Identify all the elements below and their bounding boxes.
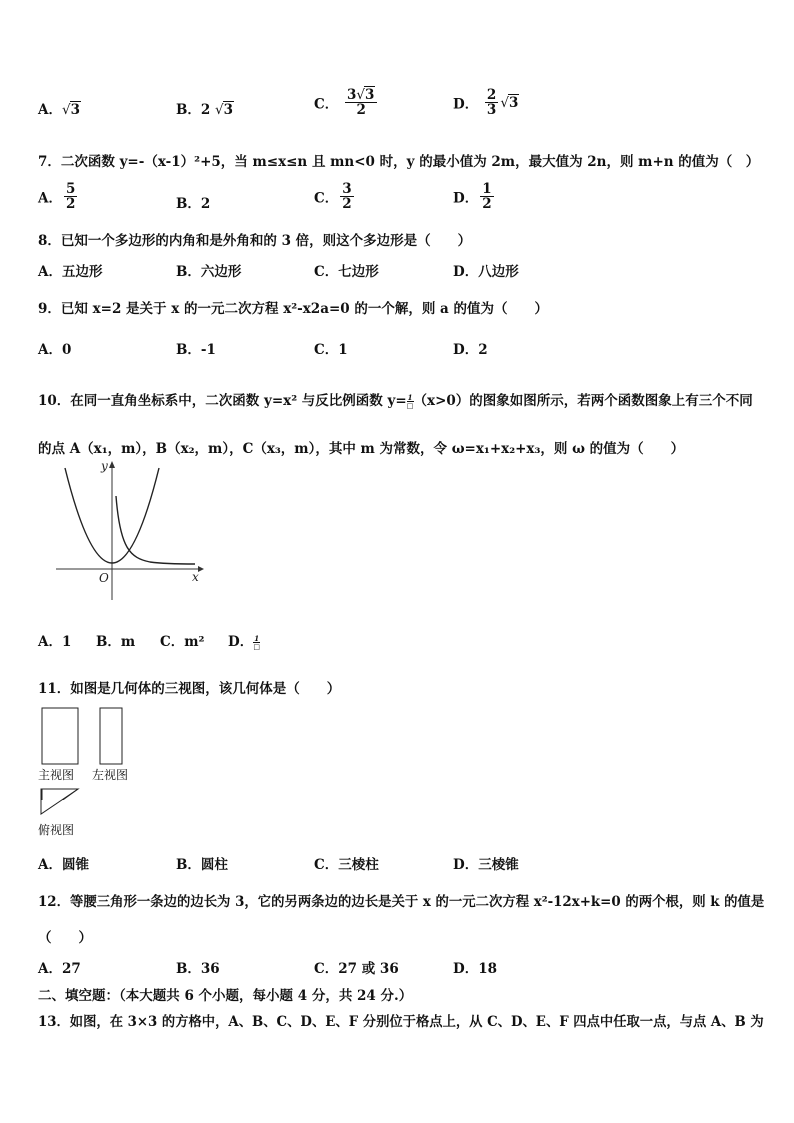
q11-option-a: A．圆锥 <box>38 857 89 873</box>
q7-option-b: B．2 <box>176 196 211 212</box>
left-view-rect <box>100 708 122 764</box>
q11-option-d: D．三棱锥 <box>453 857 519 873</box>
q11-option-b: B．圆柱 <box>176 857 228 873</box>
q11-option-c: C．三棱柱 <box>314 857 379 873</box>
q8-option-b: B．六边形 <box>176 264 242 280</box>
q7-option-d: D． $\frac{1}{2}$ <box>453 181 492 213</box>
graph-y-label: y <box>101 459 108 473</box>
q9-option-d: D．2 <box>453 342 488 358</box>
q12-option-c: C．27 或 36 <box>314 961 399 977</box>
q12-option-d: D．18 <box>453 961 497 977</box>
q11-three-views <box>38 705 138 800</box>
x-axis-arrow-icon <box>198 566 204 572</box>
y-axis-arrow-icon <box>109 461 115 468</box>
q10-option-b: B．m <box>96 634 136 650</box>
section-2-heading: 二、填空题：（本大题共 6 个小题，每小题 4 分，共 24 分.） <box>38 988 413 1004</box>
q7-stem: 7．二次函数 y=-（x-1）²+5，当 m≤x≤n 且 mn<0 时，y 的最小值为 2m，最大值为 2n，则 m+n 的值为（ ） <box>38 154 760 170</box>
q9-option-c: C．1 <box>314 342 348 358</box>
q10-option-d: D． 1 □ <box>228 634 260 651</box>
graph-origin-label: O <box>99 571 109 585</box>
hyperbola-curve <box>116 496 195 564</box>
front-view-rect <box>42 708 78 764</box>
left-view-label: 左视图 <box>92 768 129 782</box>
q9-option-a: A．0 <box>38 342 72 358</box>
q10-stem-line2: 的点 A（x₁，m），B（x₂，m），C（x₃，m），其中 m 为常数，令 ω=x₁+x₂+x₃，则 ω 的值为（ ） <box>38 441 685 457</box>
q8-option-d: D．八边形 <box>453 264 519 280</box>
q8-option-a: A．五边形 <box>38 264 103 280</box>
q12-stem-line2: （ ） <box>38 930 92 946</box>
q7-option-a: A． $\frac{5}{2}$ <box>38 181 76 213</box>
top-view-label: 俯视图 <box>38 823 75 837</box>
q7-option-c: C． $\frac{3}{2}$ <box>314 181 352 213</box>
top-view-shape <box>38 787 88 817</box>
q12-stem-line1: 12．等腰三角形一条边的边长为 3，它的另两条边的边长是关于 x 的一元二次方程 x²-12x+k=0 的两个根，则 k 的值是 <box>38 894 765 910</box>
q13-stem: 13．如图，在 3×3 的方格中，A、B、C、D、E、F 分别位于格点上，从 C、D、E、F 四点中任取一点，与点 A、B 为 <box>38 1014 764 1030</box>
q6-option-a: A．√3 <box>38 102 80 118</box>
q6-option-d: D． $\frac{2}{3}$ √3 <box>453 87 519 119</box>
q12-option-b: B．36 <box>176 961 220 977</box>
q10-stem-line1: 10．在同一直角坐标系中，二次函数 y=x² 与反比例函数 y= 1 □ （x>0）的图象如图所示，若两个函数图象上有三个不同 <box>38 393 753 410</box>
q11-stem: 11．如图是几何体的三视图，该几何体是（ ） <box>38 681 341 697</box>
q8-option-c: C．七边形 <box>314 264 379 280</box>
q9-option-b: B．-1 <box>176 342 216 358</box>
q12-option-a: A．27 <box>38 961 81 977</box>
front-view-label: 主视图 <box>38 768 75 782</box>
q10-function-graph <box>50 458 210 606</box>
q6-option-b: B．2 √3 <box>176 102 234 118</box>
q6-option-c: C． $\frac{3√3}{2}$ <box>314 88 379 117</box>
q8-stem: 8．已知一个多边形的内角和是外角和的 3 倍，则这个多边形是（ ） <box>38 233 472 249</box>
q10-option-c: C．m² <box>160 634 205 650</box>
q10-option-a: A．1 <box>38 634 72 650</box>
q9-stem: 9．已知 x=2 是关于 x 的一元二次方程 x²-x2a=0 的一个解，则 a 的值为（ ） <box>38 301 548 317</box>
graph-x-label: x <box>192 570 199 584</box>
